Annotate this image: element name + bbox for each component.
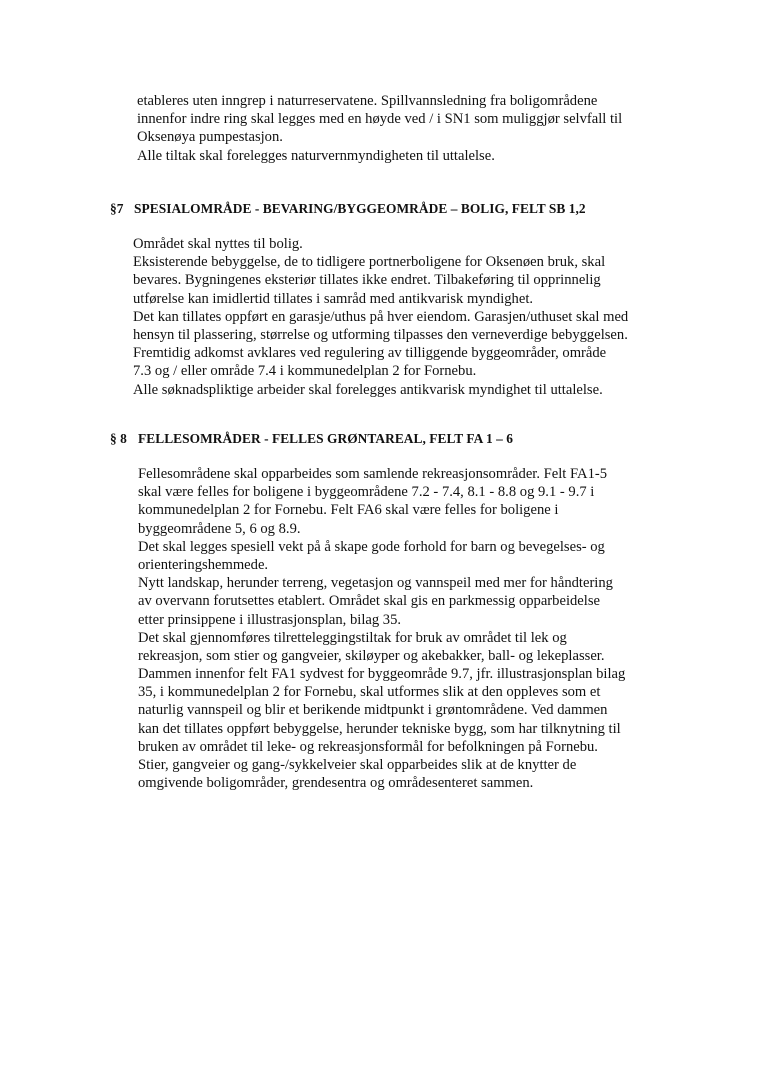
section-title: FELLESOMRÅDER - FELLES GRØNTAREAL, FELT FA 1 – 6	[138, 431, 514, 446]
text-line: orienteringshemmede.	[138, 556, 269, 573]
text-line: Stier, gangveier og gang-/sykkelveier skal opparbeides slik at de knytter de	[138, 757, 577, 773]
text-line: Dammen innenfor felt FA1 sydvest for byggeområde 9.7, jfr. illustrasjonsplan bilag	[138, 666, 626, 683]
text-line: etableres uten inngrep i naturreservatene. Spillvannsledning fra boligområdene	[137, 93, 598, 109]
text-line: rekreasjon, som stier og gangveier, skiløyper og akebakker, ball- og lekeplasser.	[138, 647, 605, 664]
text-line: Nytt landskap, herunder terreng, vegetasjon og vannspeil med mer for håndtering	[138, 575, 613, 592]
text-line: skal være felles for boligene i byggeområdene 7.2 - 7.4, 8.1 - 8.8 og 9.1 - 9.7 i	[138, 484, 595, 501]
text-line: 7.3 og / eller område 7.4 i kommunedelplan 2 for Fornebu.	[133, 363, 477, 380]
text-line: Fremtidig adkomst avklares ved regulering av tilliggende byggeområder, område	[133, 345, 607, 362]
text-line: Alle tiltak skal forelegges naturvernmyndigheten til uttalelse.	[137, 147, 495, 164]
text-line: naturlig vannspeil og blir et berikende midtpunkt i grøntområdene. Ved dammen	[138, 702, 608, 719]
text-line: bruken av området til leke- og rekreasjonsformål for befolkningen på Fornebu.	[138, 738, 598, 755]
text-line: Eksisterende bebyggelse, de to tidligere portnerboligene for Oksenøen bruk, skal	[133, 254, 606, 271]
text-line: 35, i kommunedelplan 2 for Fornebu, skal utformes slik at den oppleves som et	[138, 684, 601, 701]
text-line: Det skal gjennomføres tilretteleggingstiltak for bruk av området til lek og	[138, 629, 567, 646]
section-title: SPESIALOMRÅDE - BEVARING/BYGGEOMRÅDE – BOLIG, FELT SB 1,2	[134, 201, 586, 216]
text-line: Fellesområdene skal opparbeides som samlende rekreasjonsområder. Felt FA1-5	[138, 466, 608, 482]
text-line: av overvann forutsettes etablert. Området skal gis en parkmessig opparbeidelse	[138, 593, 600, 610]
section-number: §7	[110, 201, 124, 216]
text-line: etter prinsippene i illustrasjonsplan, bilag 35.	[138, 611, 402, 628]
text-line: Det skal legges spesiell vekt på å skape gode forhold for barn og bevegelses- og	[138, 538, 605, 555]
text-line: Området skal nyttes til bolig.	[133, 236, 303, 252]
text-line: byggeområdene 5, 6 og 8.9.	[138, 520, 301, 537]
section-8-heading	[110, 430, 513, 448]
text-line: Det kan tillates oppført en garasje/uthus på hver eiendom. Garasjen/uthuset skal med	[133, 308, 629, 325]
text-line: hensyn til plassering, størrelse og utforming tilpasses den verneverdige bebyggelsen.	[133, 326, 628, 343]
section-7-heading	[110, 200, 586, 218]
text-line: Alle søknadspliktige arbeider skal forelegges antikvarisk myndighet til uttalelse.	[133, 381, 603, 398]
text-line: Oksenøya pumpestasjon.	[137, 129, 283, 146]
text-line: utførelse kan imidlertid tillates i samråd med antikvarisk myndighet.	[133, 290, 534, 307]
intro-paragraph	[137, 92, 622, 165]
section-number: § 8	[110, 431, 127, 446]
section-8-body	[138, 465, 625, 792]
text-line: kan det tillates oppført bebyggelse, herunder tekniske bygg, som har tilknytning til	[138, 720, 621, 737]
text-line: innenfor indre ring skal legges med en høyde ved / i SN1 som muliggjør selvfall til	[137, 111, 623, 128]
text-line: bevares. Bygningenes eksteriør tillates ikke endret. Tilbakeføring til opprinnelig	[133, 272, 601, 289]
section-7-body	[133, 235, 628, 399]
text-line: kommunedelplan 2 for Fornebu. Felt FA6 skal være felles for boligene i	[138, 502, 559, 519]
text-line: omgivende boligområder, grendesentra og områdesenteret sammen.	[138, 775, 534, 792]
